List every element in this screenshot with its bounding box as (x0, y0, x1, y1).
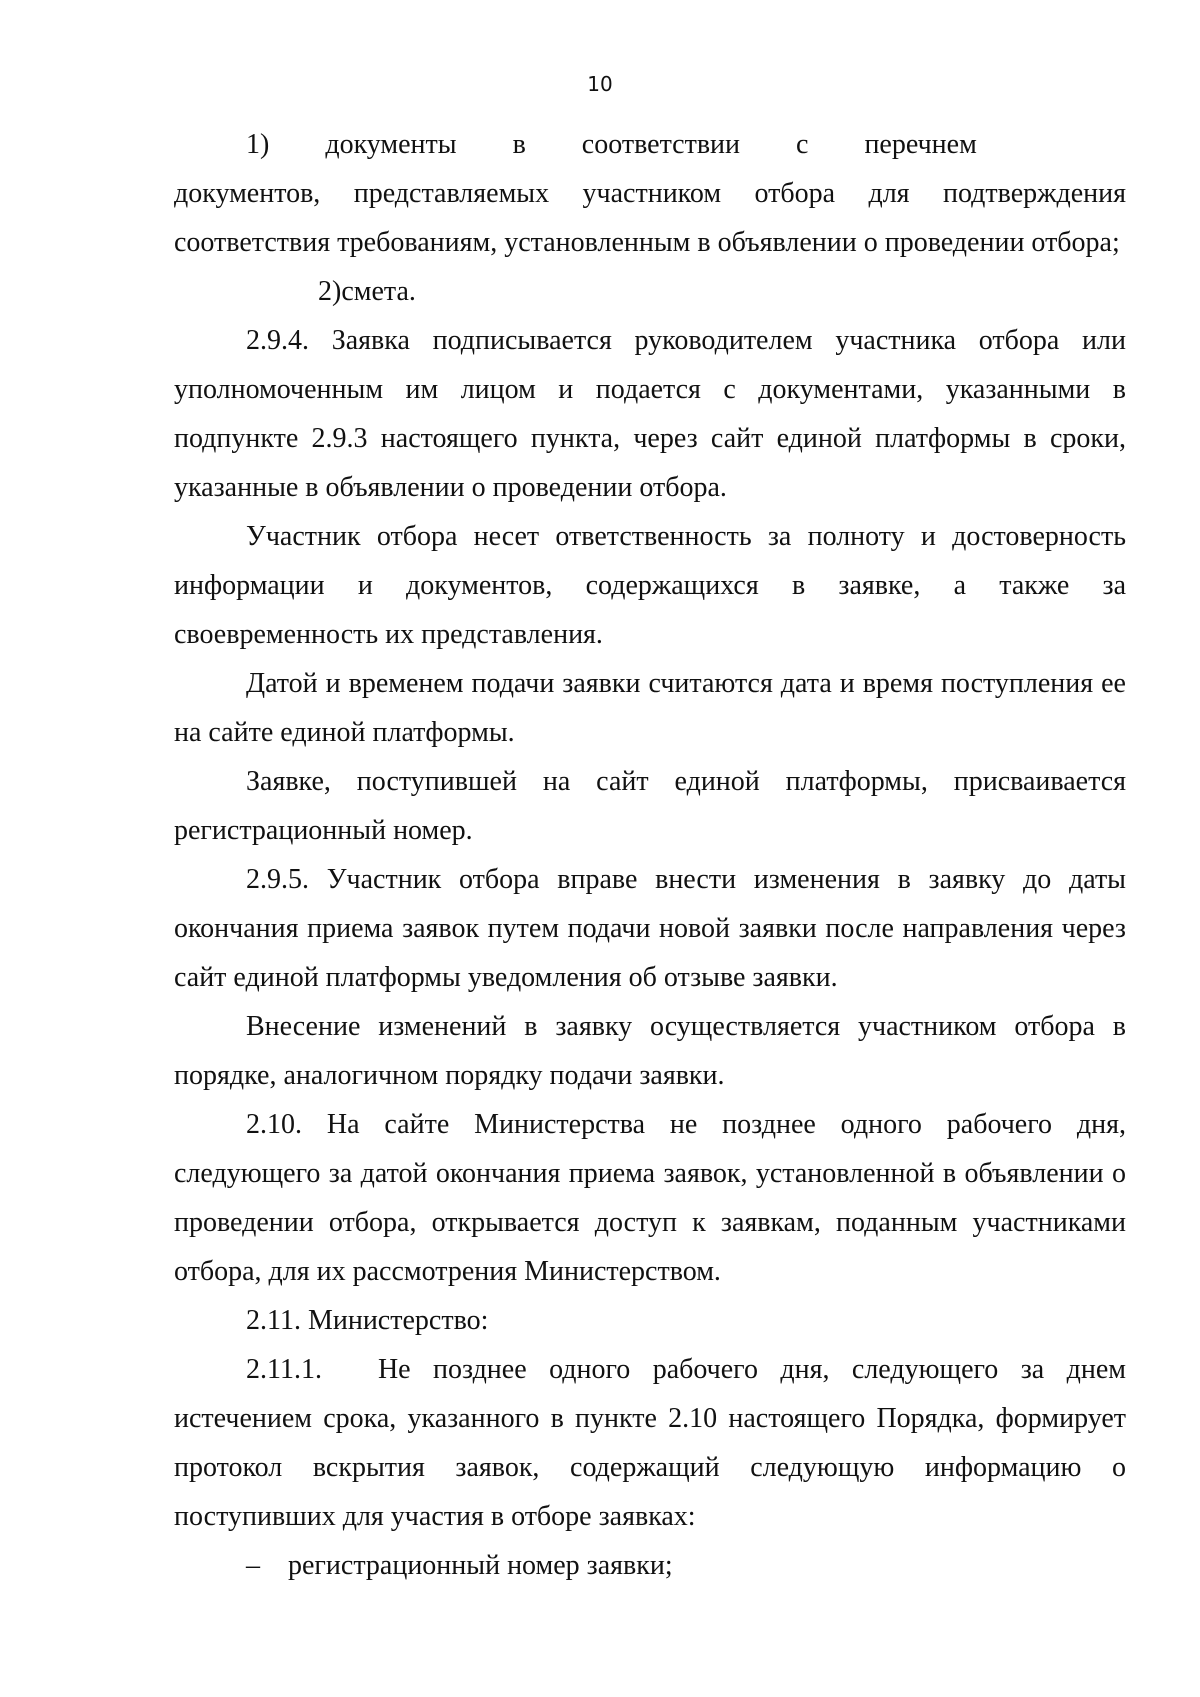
document-body (174, 120, 1126, 1590)
list-item (246, 1541, 1126, 1590)
paragraph: 2.10. На сайте Министерства не позднее одного рабочего дня, следующего за датой окончания приема заявок, установленной в объявлении о проведении отбора, открывается доступ к заявкам, поданным участниками отбора, для их рассмотрения Министерством. (174, 1109, 1126, 1287)
paragraph: Датой и временем подачи заявки считаются дата и время поступления ее на сайте единой платформы. (174, 668, 1126, 748)
paragraph: 2.11.1. Не позднее одного рабочего дня, следующего за днем истечением срока, указанного в пункте 2.10 настоящего Порядка, формирует протокол вскрытия заявок, содержащий следующую информацию о поступивших для участия в отборе заявках: (174, 1354, 1126, 1532)
paragraph: 2.9.5. Участник отбора вправе внести изменения в заявку до даты окончания приема заявок путем подачи новой заявки после направления через сайт единой платформы уведомления об отзыве заявки. (174, 864, 1126, 993)
paragraph: 2.9.4. Заявка подписывается руководителем участника отбора или уполномоченным им лицом и подается с документами, указанными в подпункте 2.9.3 настоящего пункта, через сайт единой платформы в сроки, указанные в объявлении о проведении отбора. (174, 325, 1126, 503)
paragraph: 1) документы в соответствии с перечнем документов, представляемых участником отбора для подтверждения соответствия требованиям, установленным в объявлении о проведении отбора; (174, 129, 1126, 258)
dash-marker: – (246, 1550, 260, 1581)
item-text: смета. (341, 276, 416, 307)
paragraph-item-2 (174, 267, 1126, 316)
paragraph: Участник отбора несет ответственность за полноту и достоверность информации и документов, содержащихся в заявке, а также за своевременность их представления. (174, 521, 1126, 650)
list-item-text: регистрационный номер заявки; (288, 1550, 673, 1581)
page-number: 10 (587, 72, 613, 96)
paragraph: Заявке, поступившей на сайт единой платформы, присваивается регистрационный номер. (174, 766, 1126, 846)
paragraph: Внесение изменений в заявку осуществляется участником отбора в порядке, аналогичном порядку подачи заявки. (174, 1011, 1126, 1091)
paragraph: 2.11. Министерство: (246, 1305, 489, 1336)
item-number: 2) (318, 276, 342, 307)
